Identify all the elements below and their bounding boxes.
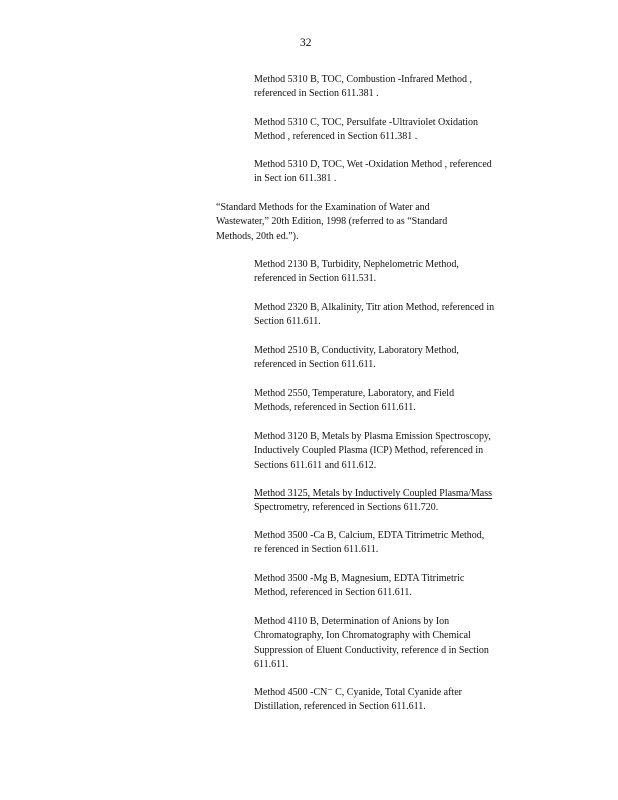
entry-line: referenced in Section 611.611. bbox=[254, 359, 376, 371]
entry-line: Method 5310 C, TOC, Persulfate -Ultraviolet Oxidation bbox=[254, 117, 479, 128]
entry-line: in Sect ion 611.381 . bbox=[254, 173, 337, 185]
entry-line: Method 3500 -Mg B, Magnesium, EDTA Titrimetric bbox=[254, 573, 465, 584]
entry-line: Method 5310 D, TOC, Wet -Oxidation Method , referenced bbox=[254, 159, 492, 170]
entry-line: Method 2320 B, Alkalinity, Titr ation Method, referenced in bbox=[254, 302, 495, 313]
entry-line: Method 2510 B, Conductivity, Laboratory Method, bbox=[254, 345, 459, 356]
reference-entry bbox=[254, 344, 459, 373]
entry-line: Method 3500 -Ca B, Calcium, EDTA Titrimetric Method, bbox=[254, 530, 485, 541]
entry-line: Spectrometry, referenced in Sections 611.720. bbox=[254, 502, 439, 514]
reference-entry bbox=[254, 686, 462, 715]
entry-line: Sections 611.611 and 611.612. bbox=[254, 459, 377, 471]
entry-line: Inductively Coupled Plasma (ICP) Method, referenced in bbox=[254, 445, 484, 457]
entry-line: Method, referenced in Section 611.611. bbox=[254, 587, 412, 599]
entry-line: Method 5310 B, TOC, Combustion -Infrared Method , bbox=[254, 74, 472, 85]
reference-entry bbox=[254, 73, 472, 102]
reference-entry bbox=[254, 116, 478, 145]
entry-line: Method 2130 B, Turbidity, Nephelometric Method, bbox=[254, 259, 459, 270]
entry-line: Suppression of Eluent Conductivity, reference d in Section bbox=[254, 644, 489, 656]
reference-entry bbox=[254, 615, 489, 673]
entry-line: Method , referenced in Section 611.381 . bbox=[254, 131, 418, 143]
reference-entry bbox=[254, 258, 459, 287]
reference-entry bbox=[254, 301, 494, 330]
reference-entry-standard-methods bbox=[216, 201, 447, 244]
entry-line-underlined: Method 3125, Metals by Inductively Coupled Plasma/Mass bbox=[254, 488, 493, 499]
entry-line: Wastewater,” 20th Edition, 1998 (referred to as “Standard bbox=[216, 216, 448, 228]
entry-line: referenced in Section 611.381 . bbox=[254, 88, 379, 100]
entry-line: Method 2550, Temperature, Laboratory, and Field bbox=[254, 388, 455, 399]
entry-line: Section 611.611. bbox=[254, 316, 321, 328]
reference-entry-underlined bbox=[254, 487, 492, 516]
entry-line: referenced in Section 611.531. bbox=[254, 273, 377, 285]
entry-line: Method 3120 B, Metals by Plasma Emission Spectroscopy, bbox=[254, 431, 491, 442]
entry-line: re ferenced in Section 611.611. bbox=[254, 544, 379, 556]
entry-line: Method 4110 B, Determination of Anions by Ion bbox=[254, 616, 450, 627]
entry-line: Chromatography, Ion Chromatography with Chemical bbox=[254, 630, 471, 642]
reference-entry bbox=[254, 158, 492, 187]
entry-line: Distillation, referenced in Section 611.611. bbox=[254, 701, 426, 713]
entry-line: Methods, referenced in Section 611.611. bbox=[254, 402, 416, 414]
entry-line: Method 4500 -CN⁻ C, Cyanide, Total Cyanide after bbox=[254, 687, 462, 698]
entry-line: Methods, 20th ed.”). bbox=[216, 230, 299, 242]
entry-line: 611.611. bbox=[254, 659, 289, 671]
reference-entry bbox=[254, 572, 464, 601]
entry-line: “Standard Methods for the Examination of Water and bbox=[216, 202, 430, 213]
reference-entry bbox=[254, 529, 484, 558]
reference-entry bbox=[254, 430, 491, 473]
reference-entry bbox=[254, 387, 454, 416]
page-number: 32 bbox=[300, 37, 312, 49]
